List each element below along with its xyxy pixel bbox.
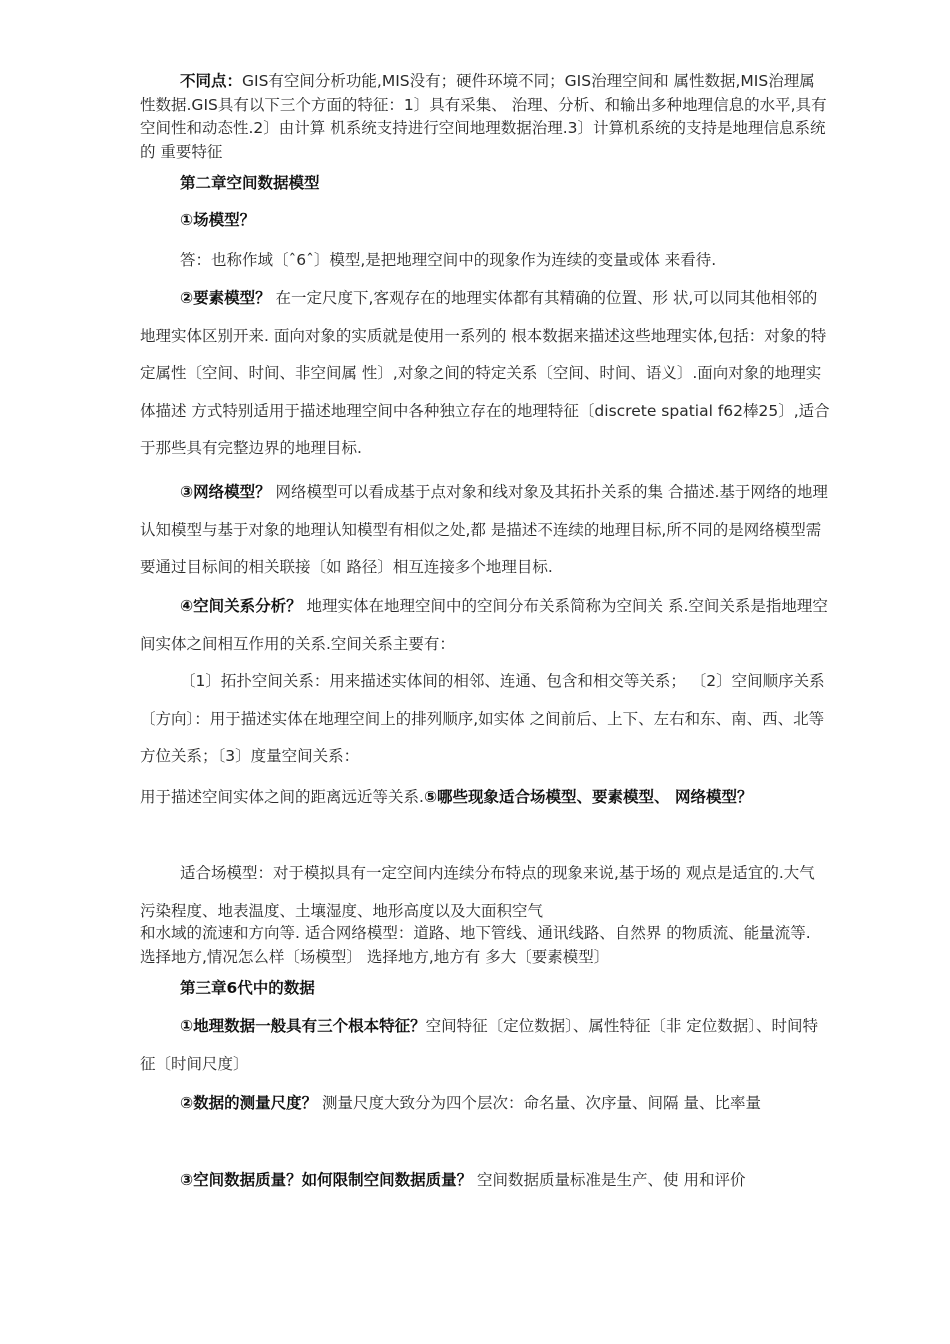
chapter-3-heading: 第三章6代中的数据 <box>180 979 315 997</box>
paragraph-lead: ③空间数据质量？如何限制空间数据质量？ <box>180 1171 473 1189</box>
paragraph-text: 空间特征〔定位数据〕、属性特征〔非 定位数据〕、时间特征〔时间尺度〕 <box>140 1017 819 1073</box>
paragraph-differences <box>140 70 830 164</box>
chapter-2-heading: 第二章空间数据模型 <box>180 174 320 192</box>
paragraph-text: 测量尺度大致分为四个层次：命名量、次序量、间隔 量、比率量 <box>317 1094 761 1112</box>
paragraph-suitable-models <box>140 786 830 809</box>
paragraph-text: GIS有空间分析功能,MIS没有；硬件环境不同；GIS治理空间和 属性数据,MIS治理属性数据.GIS具有以下三个方面的特征：1〕具有采集、 治理、分析、和输出多种地理信息的水平,具有空间性和动态性.2〕由计算 机系统支持进行空间地理数据治理.3〕计算机系统的支持是地理信息系统的 重要特征 <box>140 72 827 161</box>
paragraph-spatial-relation <box>140 588 830 663</box>
paragraph-text: 用于描述空间实体之间的距离远近等关系. <box>140 788 424 806</box>
paragraph-data-features <box>140 1008 830 1083</box>
paragraph-lead: ③网络模型？ <box>180 483 271 501</box>
paragraph-text: 网络模型可以看成基于点对象和线对象及其拓扑关系的集 合描述.基于网络的地理认知模型与基于对象的地理认知模型有相似之处,都 是描述不连续的地理目标,所不同的是网络模型需要通过目标间的相关联接〔如 路径〕相互连接多个地理目标. <box>140 483 828 576</box>
answer-field-model: 答：也称作域〔ˆ6ˆ〕模型,是把地理空间中的现象作为连续的变量或体 来看待. <box>180 251 717 269</box>
paragraph-network-fit: 和水域的流速和方向等. 适合网络模型：道路、地下管线、通讯线路、自然界 的物质流、能量流等. 选择地方,情况怎么样〔场模型〕 选择地方,地方有 多大〔要素模型〕 <box>140 924 811 966</box>
paragraph-network-model <box>140 474 830 587</box>
paragraph-lead: ②数据的测量尺度？ <box>180 1094 318 1112</box>
paragraph-feature-model <box>140 280 830 468</box>
paragraph-measurement-scale <box>140 1085 830 1123</box>
paragraph-text: 地理实体在地理空间中的空间分布关系简称为空间关 系.空间关系是指地理空间实体之间相互作用的关系.空间关系主要有： <box>140 597 828 653</box>
paragraph-lead: ①地理数据一般具有三个根本特征？ <box>180 1017 426 1035</box>
paragraph-field-fit: 适合场模型：对于模拟具有一定空间内连续分布特点的现象来说,基于场的 观点是适宜的.大气污染程度、地表温度、土壤湿度、地形高度以及大面积空气 <box>140 864 815 920</box>
paragraph-lead: ④空间关系分析？ <box>180 597 302 615</box>
paragraph-lead: 不同点： <box>180 72 243 90</box>
question-field-model: ①场模型？ <box>180 211 256 229</box>
paragraph-text: 在一定尺度下,客观存在的地理实体都有其精确的位置、形 状,可以同其他相邻的地理实体区别开来. 面向对象的实质就是使用一系列的 根本数据来描述这些地理实体,包括：对象的特定属性〔空间、时间、非空间属 性〕,对象之间的特定关系〔空间、时间、语义〕.面向对象的地理实体描述 方式特别适用于描述地理空间中各种独立存在的地理特征〔discrete spatial f62棒25〕,适合于那些具有完整边界的地理目标. <box>140 289 830 457</box>
paragraph-relation-types: 〔1〕拓扑空间关系：用来描述实体间的相邻、连通、包含和相交等关系； 〔2〕空间顺序关系〔方向〕：用于描述实体在地理空间上的排列顺序,如实体 之间前后、上下、左右和东、南、西、北等方位关系；〔3〕度量空间关系： <box>140 672 825 765</box>
paragraph-lead: ②要素模型？ <box>180 289 271 307</box>
paragraph-lead: ⑤哪些现象适合场模型、要素模型、 网络模型？ <box>423 788 753 806</box>
paragraph-data-quality <box>140 1162 830 1200</box>
paragraph-text: 空间数据质量标准是生产、使 用和评价 <box>472 1171 746 1189</box>
